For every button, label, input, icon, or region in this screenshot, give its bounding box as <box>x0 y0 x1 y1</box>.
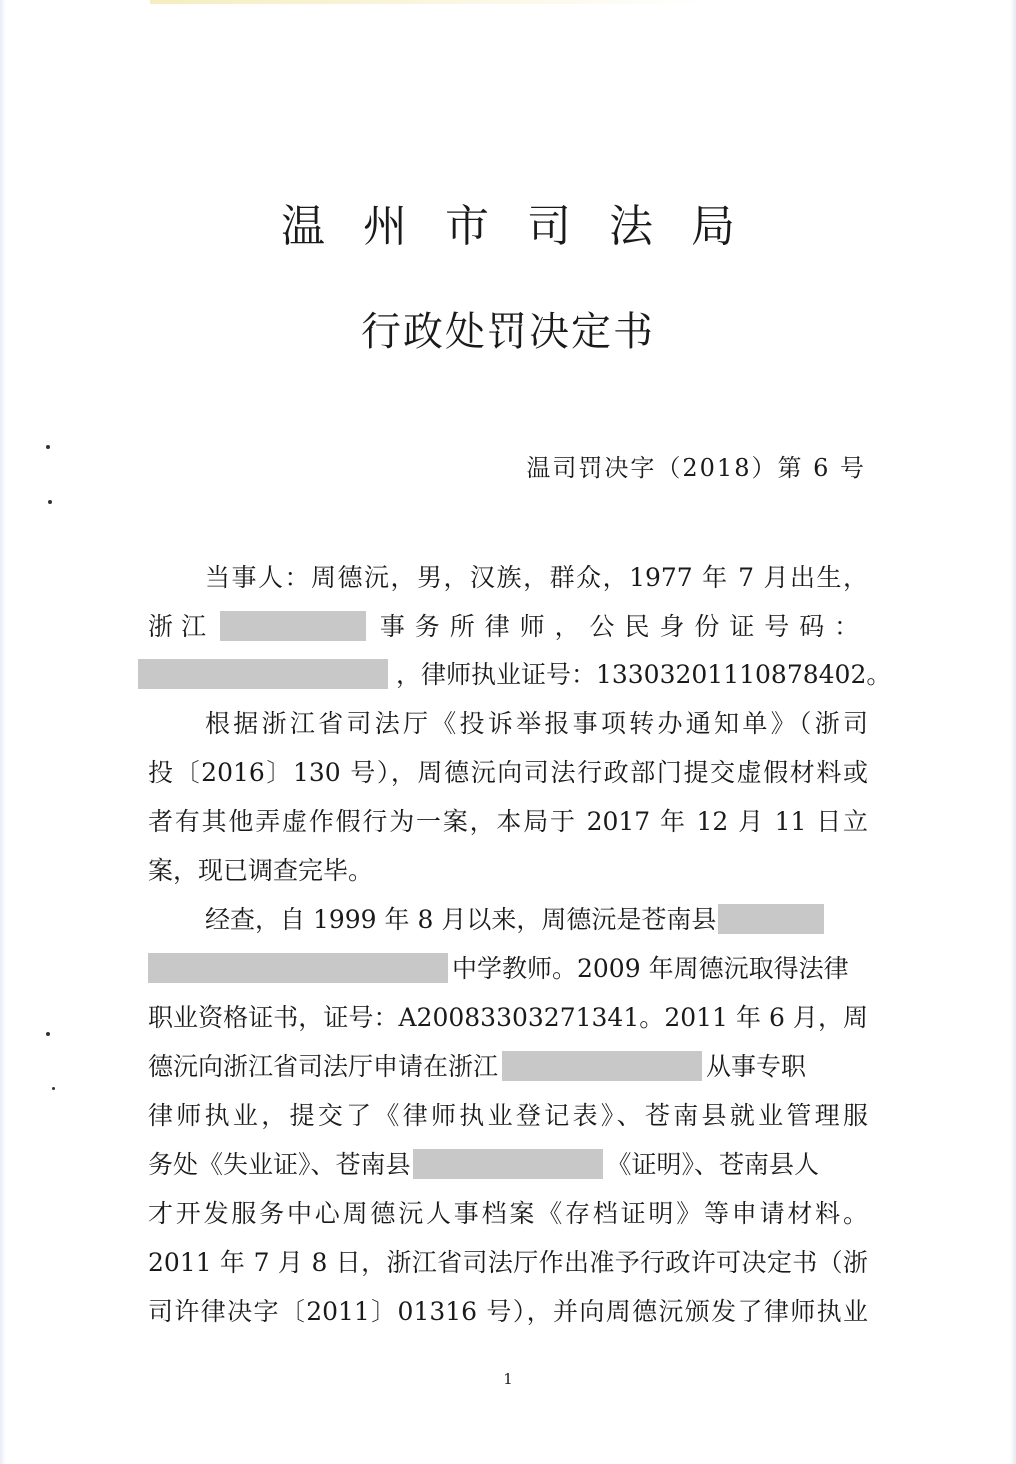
redaction-box <box>148 953 448 983</box>
body-line: 当事人：周德沅，男，汉族，群众，1977 年 7 月出生， <box>205 563 868 592</box>
body-text: 事 务 所 律 师 ， 公 民 身 份 证 号 码 ： <box>379 612 861 641</box>
redaction-box <box>413 1149 603 1179</box>
redaction-box <box>718 904 824 934</box>
body-line <box>148 1051 868 1083</box>
body-line: 律师执业，提交了《律师执业登记表》、苍南县就业管理服 <box>148 1101 868 1130</box>
body-text: 《证明》、苍南县人 <box>606 1150 820 1179</box>
body-text: 务处《失业证》、苍南县 <box>148 1150 411 1179</box>
body-line: 2011 年 7 月 8 日，浙江省司法厅作出准予行政许可决定书（浙 <box>148 1248 868 1277</box>
body-text: ，律师执业证号：13303201110878402。 <box>395 660 892 689</box>
body-line <box>148 953 868 985</box>
body-line <box>205 904 868 936</box>
body-line: 司许律决字〔2011〕01316 号），并向周德沅颁发了律师执业 <box>148 1297 868 1326</box>
body-line: 案，现已调查完毕。 <box>148 856 374 885</box>
body-line: 根据浙江省司法厅《投诉举报事项转办通知单》（浙司 <box>205 709 868 738</box>
body-line: 职业资格证书，证号：A20083303271341。2011 年 6 月，周 <box>148 1003 868 1032</box>
body-text: 浙 江 <box>148 612 206 641</box>
scan-speck <box>46 1032 50 1036</box>
body-text: 德沅向浙江省司法厅申请在浙江 <box>148 1052 499 1081</box>
body-line <box>148 659 892 691</box>
body-text: 经查，自 1999 年 8 月以来，周德沅是苍南县 <box>205 905 717 934</box>
document-type-title: 行政处罚决定书 <box>361 309 655 355</box>
agency-title: 温州市司法局 <box>281 201 773 252</box>
body-text: 中学教师。2009 年周德沅取得法律 <box>452 954 849 983</box>
scan-top-strip <box>150 0 710 4</box>
scan-speck <box>52 1087 55 1090</box>
body-line: 投〔2016〕130 号），周德沅向司法行政部门提交虚假材料或 <box>148 758 868 787</box>
body-line: 者有其他弄虚作假行为一案，本局于 2017 年 12 月 11 日立 <box>148 807 868 836</box>
redaction-box <box>220 611 366 641</box>
body-line: 才开发服务中心周德沅人事档案《存档证明》等申请材料。 <box>148 1199 868 1228</box>
body-line <box>148 611 868 643</box>
redaction-box <box>502 1051 702 1081</box>
scan-speck <box>46 445 50 449</box>
document-number: 温司罚决字（2018）第 6 号 <box>526 454 866 482</box>
body-text: 从事专职 <box>706 1052 807 1081</box>
scan-speck <box>48 500 52 504</box>
body-line <box>148 1149 868 1181</box>
redaction-box <box>138 659 388 689</box>
page-number: 1 <box>503 1370 513 1388</box>
